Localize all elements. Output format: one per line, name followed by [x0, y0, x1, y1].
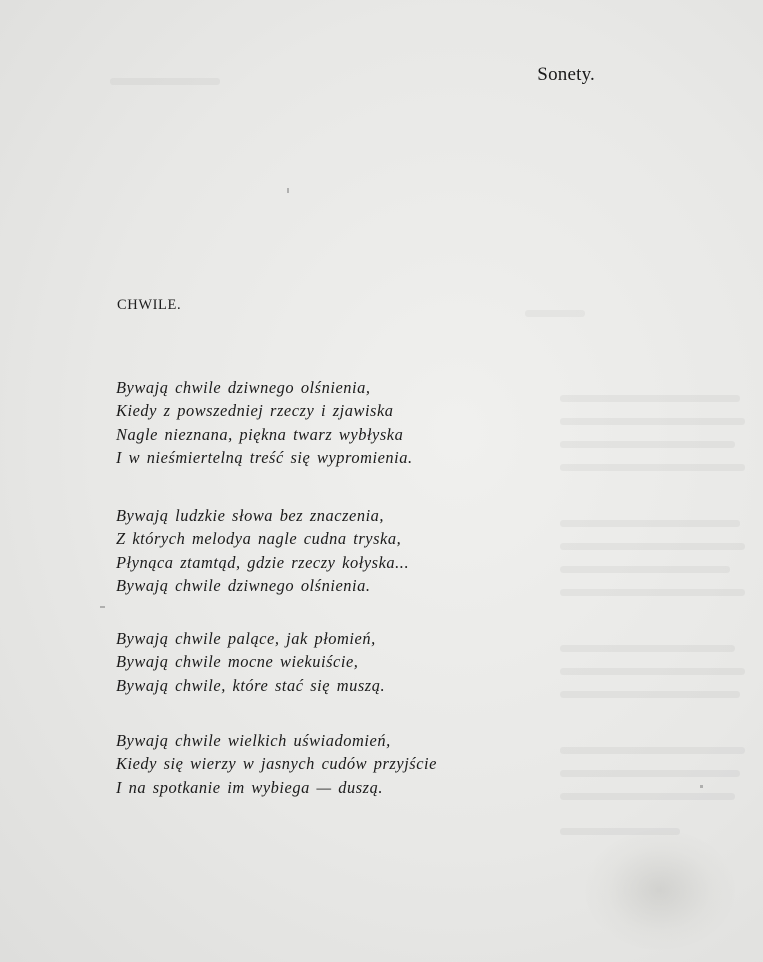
- paper-stain: [585, 830, 735, 950]
- stanza: [116, 627, 385, 697]
- poem-line: Kiedy z powszedniej rzeczy i zjawiska: [116, 401, 394, 421]
- paper-speck: [700, 785, 703, 788]
- poem-line: Z których melodya nagle cudna tryska,: [116, 529, 402, 549]
- paper-speck: [100, 606, 105, 608]
- poem-title: CHWILE.: [117, 297, 182, 313]
- section-header: Sonety.: [537, 64, 595, 85]
- paper-speck: [287, 188, 289, 193]
- poem-line: I na spotkanie im wybiega — duszą.: [116, 777, 383, 797]
- poem-line: Bywają chwile dziwnego olśnienia.: [116, 575, 371, 595]
- poem-line: Bywają chwile palące, jak płomień,: [116, 629, 376, 648]
- poem-line: I w nieśmiertelną treść się wypromienia.: [116, 447, 413, 467]
- poem-line: Bywają chwile dziwnego olśnienia,: [116, 378, 371, 397]
- poem-line: Bywają ludzkie słowa bez znaczenia,: [116, 506, 385, 525]
- stanza: [116, 504, 409, 597]
- poem-line: Bywają chwile, które stać się muszą.: [116, 675, 386, 695]
- poem-line: Płynąca ztamtąd, gdzie rzeczy kołyska...: [116, 552, 410, 572]
- poem-line: Bywają chwile wielkich uświadomień,: [116, 731, 391, 750]
- poem-line: Bywają chwile mocne wiekuiście,: [116, 652, 359, 672]
- poem-line: Kiedy się wierzy w jasnych cudów przyjście: [116, 754, 437, 774]
- stanza: [116, 729, 437, 799]
- stanza: [116, 376, 413, 469]
- poem-line: Nagle nieznana, piękna twarz wybłyska: [116, 424, 404, 444]
